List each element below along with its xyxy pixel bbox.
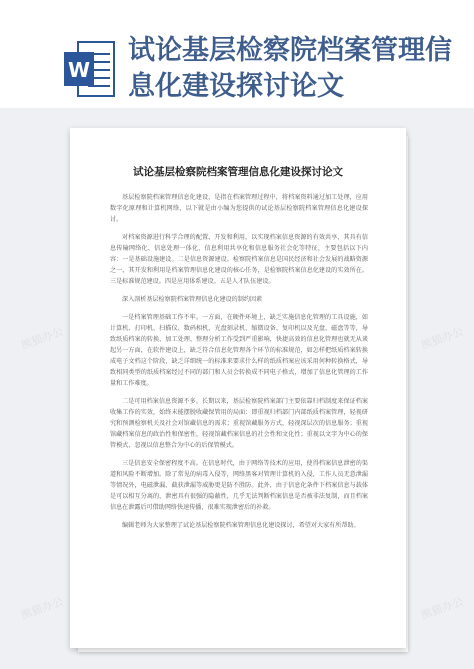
- paragraph: 深入剖析基层检察院档案管理信息化建设的制约因素: [122, 296, 263, 303]
- paragraph: 对档案资源进行科学合理的配置、开发和利用，以实现档案信息资源的有效共享，其具有信息传输网络化、信息处理一体化、信息利用共享化和信息服务社会化等特征，主要包括以下内容：一是基础设施建设。二是信息资源建设。检察院档案信息是国民经济和社会发展的战略资源之一，其开发和利用是档案管理信息化建设的核心任务，是检察院档案信息化建设的实效所在。三是标准规范建设。四是应用体系建设。五是人才队伍建设。: [110, 234, 368, 285]
- document-heading: 试论基层检察院档案管理信息化建设探讨论文: [133, 166, 343, 178]
- document-body: [110, 192, 368, 538]
- paragraph: 二是可用档案信息资源不多。长期以来，基层检察院档案部门主要依靠归档制度来保证档案收集工作的实效，始终未能摆脱收藏保管用的局面：即重视归档部门内部纸质档案管理，轻视研究和预测检察机关及社会对馆藏信息的需求；重视馆藏服务方式，轻视深层次的信息服务；重视馆藏档案信息的政治性和保密性，轻视馆藏档案信息的社会性和文化性；重视以文字为中心的保管模式，忽视以信息整合为中心的后保管模式。: [110, 398, 368, 449]
- watermark-left: 熊猫办公: [19, 324, 66, 353]
- paragraph: 三是信息安全保密程度不高。在信息时代，由于网络等技术的应用，使得档案信息泄密的渠道和风险不断增加。除了常见的病毒入侵等，网络黑客对管理计算机的入侵，工作人员无意泄漏等情况外，电磁泄漏、截获泄漏等威胁更是防不胜防。此外，由于信息化条件下档案信息与载体是可以相互分离的，泄密具有很强的隐蔽性，几乎无法判断档案信息是否被非法复制，而且档案信息在泄露后可借助网络快速传播，很难实现泄密后的补救。: [110, 460, 368, 511]
- paragraph: 基层检察院档案管理信息化建设，是指在档案管理过程中，将档案资料通过加工处理，应用数字化原理和计算机网络，以下就是由小编为您提供的试论基层检察院档案管理信息化建设探讨。: [110, 194, 368, 223]
- document-preview: [70, 128, 406, 648]
- page-title: 试论基层检察院档案管理信息化建设探讨论文: [128, 35, 452, 102]
- paragraph: 一是档案管理基础工作不牢。一方面，在硬件环境上，缺乏实施信息化管理的工具设施，如计算机、打印机、扫描仪、数码相机、光盘刻录机、缩微设备、复印机以及光盘、磁盘等等，导致纸质档案的转换、加工处理、整理分析工作受到严重影响，快捷高效的信息化管理也就无从谈起另一方面，在软件建设上，缺乏符合信息化管理各个环节的标准规范，如怎样把纸质档案转换成电子文档这个阶段，缺乏详细统一的标准来要求什么样的纸质档案应该采用何种转换格式，导致相同类型的纸质档案经过不同的部门和人员会转换成不同电子格式，增加了信息化管理的工作量和工作难度。: [110, 314, 368, 387]
- watermark-right: 熊猫办公: [419, 324, 466, 353]
- header-banner: [0, 0, 474, 108]
- svg-text:W: W: [67, 58, 91, 82]
- watermark-bottom-right: 熊猫办公: [419, 594, 466, 623]
- document-page: [70, 128, 406, 648]
- paragraph: 编辑老师为大家整理了试论基层检察院档案管理信息化建设探讨，希望对大家有所帮助。: [122, 522, 360, 529]
- word-document-icon: [64, 40, 116, 98]
- watermark-bottom-left: 熊猫办公: [19, 594, 66, 623]
